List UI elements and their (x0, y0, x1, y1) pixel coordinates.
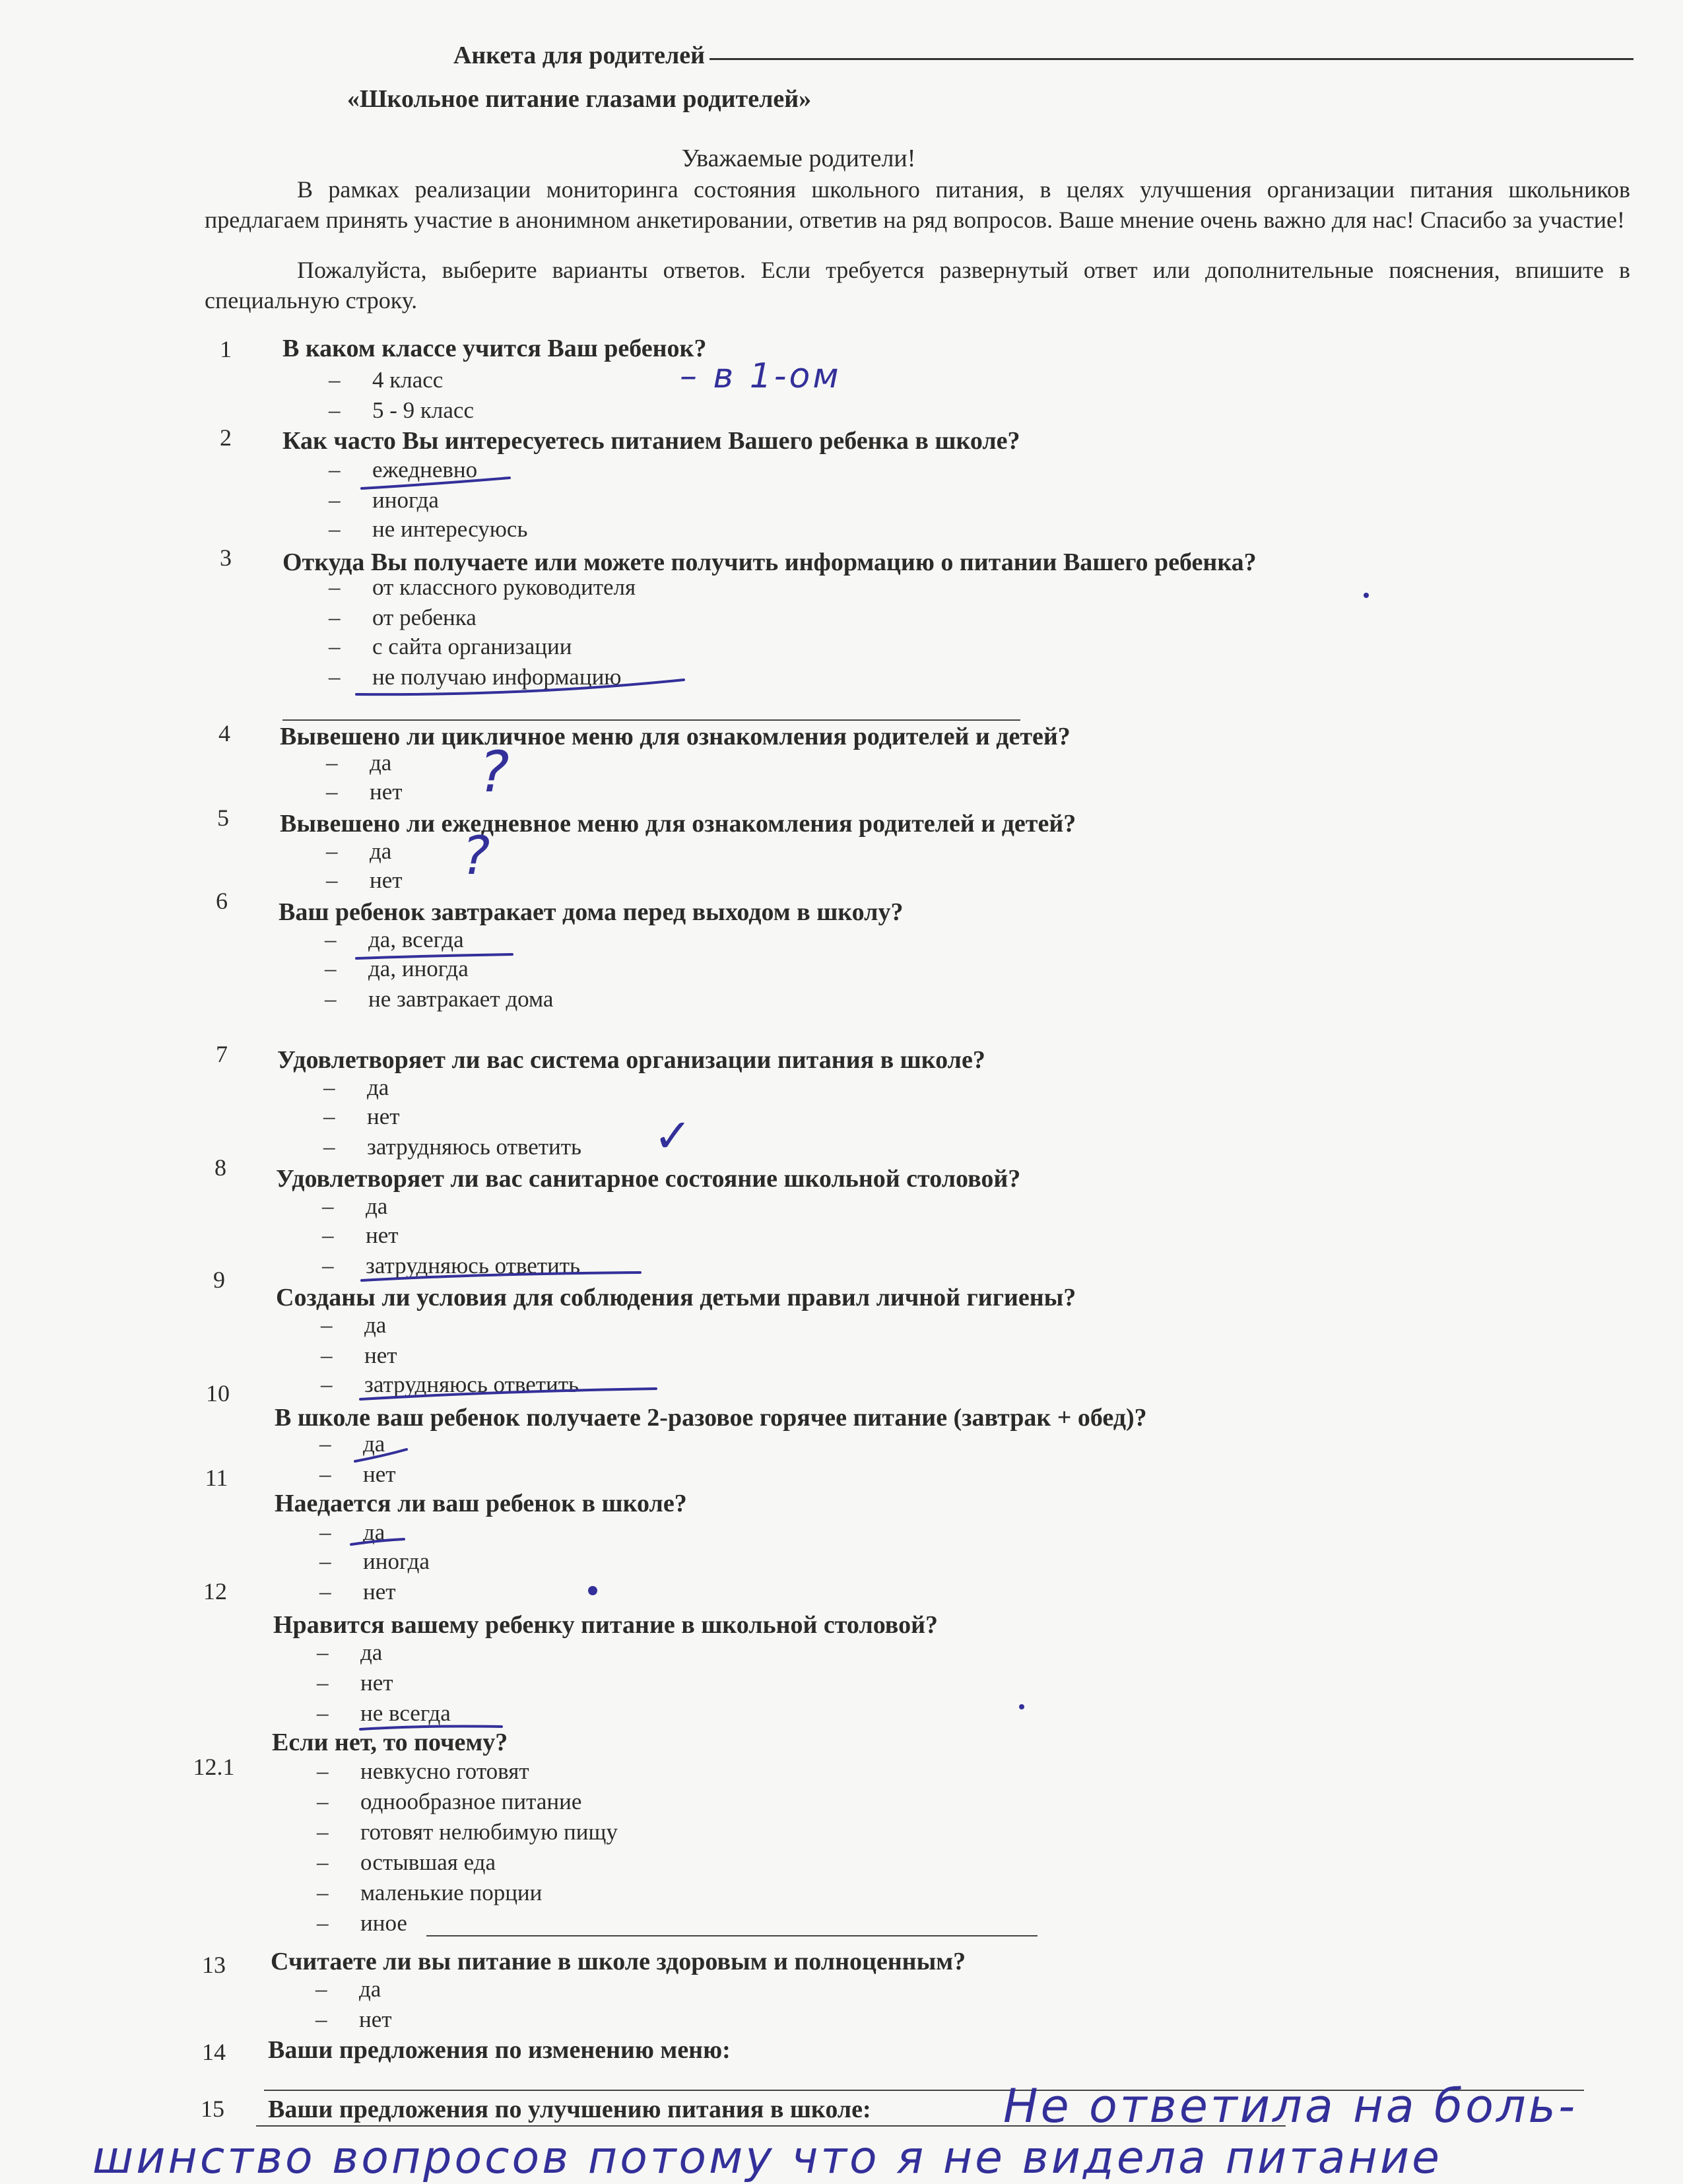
option: – да (319, 1431, 385, 1457)
underline-q6-always (356, 954, 512, 958)
handwritten-answer-line2: шинство вопросов потому что я не видела питание (92, 2132, 1442, 2184)
question-text: В каком классе учится Ваш ребенок? (282, 335, 707, 362)
option: – ежедневно (329, 457, 478, 482)
question-text: Созданы ли условия для соблюдения детьми правил личной гигиены? (276, 1284, 1076, 1311)
option: – невкусно готовят (317, 1758, 529, 1784)
question-text: Если нет, то почему? (272, 1729, 508, 1756)
ink-dot (1019, 1704, 1024, 1709)
option: – да (317, 1639, 383, 1665)
handwritten-answer-line1: Не ответила на боль- (1003, 2079, 1578, 2133)
option: – затрудняюсь ответить (322, 1253, 581, 1278)
form-title-line1: Анкета для родителей (453, 42, 706, 69)
ink-dot (588, 1586, 597, 1595)
question-number: 1 (220, 336, 232, 362)
option: – нет (323, 1104, 400, 1129)
question-text: Считаете ли вы питание в школе здоровым и полноценным? (271, 1948, 966, 1975)
question-text: Вывешено ли ежедневное меню для ознакомления родителей и детей? (280, 810, 1076, 838)
question-number: 14 (202, 2039, 226, 2065)
handwritten-question-mark: ? (462, 825, 493, 886)
question-number: 13 (202, 1952, 226, 1978)
question-number: 9 (213, 1267, 225, 1293)
ink-dot (1364, 593, 1369, 598)
handwritten-checkmark: ✓ (653, 1109, 695, 1163)
question-number: 10 (206, 1380, 230, 1406)
option: – маленькие порции (317, 1880, 543, 1905)
option: – да, всегда (325, 927, 464, 952)
question-text: Удовлетворяет ли вас санитарное состояние школьной столовой? (276, 1165, 1021, 1193)
option: – да (322, 1193, 388, 1219)
option: – готовят нелюбимую пищу (317, 1819, 618, 1845)
form-title-line2: «Школьное питание глазами родителей» (346, 85, 812, 113)
option: – затрудняюсь ответить (321, 1372, 579, 1397)
intro-paragraph-2: Пожалуйста, выберите варианты ответов. Если требуется развернутый ответ или дополнительные пояснения, впишите в специальную строку. (205, 257, 1630, 314)
question-number: 8 (214, 1154, 226, 1181)
question-text: Вывешено ли цикличное меню для ознакомления родителей и детей? (280, 723, 1071, 750)
question-number: 12 (203, 1578, 227, 1605)
question-text: Нравится вашему ребенку питание в школьной столовой? (273, 1611, 938, 1639)
question-text: Удовлетворяет ли вас система организации питания в школе? (277, 1046, 985, 1074)
question-number: 4 (218, 720, 230, 746)
option: – от классного руководителя (329, 574, 636, 600)
underline-q11-yes (351, 1539, 404, 1544)
option: – иногда (329, 487, 439, 513)
option: – нет (319, 1579, 396, 1605)
option: – да, иногда (325, 956, 469, 981)
handwritten-note-q1: – в 1-ом (680, 356, 842, 396)
greeting: Уважаемые родители! (681, 145, 916, 172)
option: – 4 класс (329, 367, 444, 393)
underline-q2-daily (362, 478, 510, 488)
option: – 5 - 9 класс (329, 397, 474, 423)
question-number: 3 (220, 545, 232, 571)
question-number: 6 (216, 888, 228, 914)
option: – да (315, 1976, 381, 2002)
underline-q10-yes (355, 1449, 407, 1461)
question-number: 15 (201, 2096, 224, 2122)
handwritten-question-mark: ? (479, 739, 512, 805)
option: – да (326, 750, 392, 776)
option: – иногда (319, 1548, 430, 1574)
question-text: Ваш ребенок завтракает дома перед выходом в школу? (279, 898, 904, 926)
underline-q12-not-always (360, 1727, 502, 1730)
question-text: Как часто Вы интересуетесь питанием Вашего ребенка в школе? (282, 427, 1020, 455)
option: – остывшая еда (317, 1849, 496, 1875)
question-text: Наедается ли ваш ребенок в школе? (275, 1490, 687, 1517)
option: – нет (315, 2006, 392, 2032)
option: – не получаю информацию (329, 664, 622, 690)
option: – нет (322, 1222, 399, 1248)
question-number: 12.1 (193, 1754, 235, 1780)
intro-paragraph-1: В рамках реализации мониторинга состояния школьного питания, в целях улучшения организации питания школьников предлагаем принять участие в анонимном анкетировании, ответив на ряд вопросов. Ваше мнение очень важно для нас! Спасибо за участие! (205, 176, 1630, 233)
underline-q9-hard (360, 1389, 656, 1399)
option: – нет (326, 779, 403, 805)
option: – от ребенка (329, 605, 477, 630)
option: – не всегда (317, 1700, 451, 1726)
option: – не интересуюсь (329, 516, 528, 542)
underline-q8-hard (362, 1273, 640, 1280)
option: – нет (317, 1670, 393, 1696)
question-number: 5 (217, 805, 229, 831)
option: – да (323, 1075, 389, 1100)
question-number: 11 (205, 1465, 228, 1491)
option: – да (321, 1312, 387, 1338)
question-number: 7 (216, 1041, 228, 1067)
underline-q3-no-info (356, 680, 684, 694)
option: – нет (321, 1342, 397, 1368)
option: – нет (326, 867, 403, 893)
question-text: В школе ваш ребенок получаете 2-разовое горячее питание (завтрак + обед)? (275, 1404, 1147, 1432)
question-text: Ваши предложения по изменению меню: (268, 2036, 731, 2064)
question-number: 2 (220, 424, 232, 451)
option: – иное (317, 1910, 407, 1936)
question-text: Ваши предложения по улучшению питания в школе: (268, 2096, 871, 2123)
question-text: Откуда Вы получаете или можете получить информацию о питании Вашего ребенка? (282, 548, 1257, 576)
option: – с сайта организации (329, 634, 572, 659)
option: – нет (319, 1461, 396, 1487)
option: – не завтракает дома (325, 986, 554, 1012)
option: – однообразное питание (317, 1789, 582, 1814)
option: – да (326, 838, 392, 864)
option: – затрудняюсь ответить (323, 1134, 582, 1160)
option: – да (319, 1519, 385, 1545)
